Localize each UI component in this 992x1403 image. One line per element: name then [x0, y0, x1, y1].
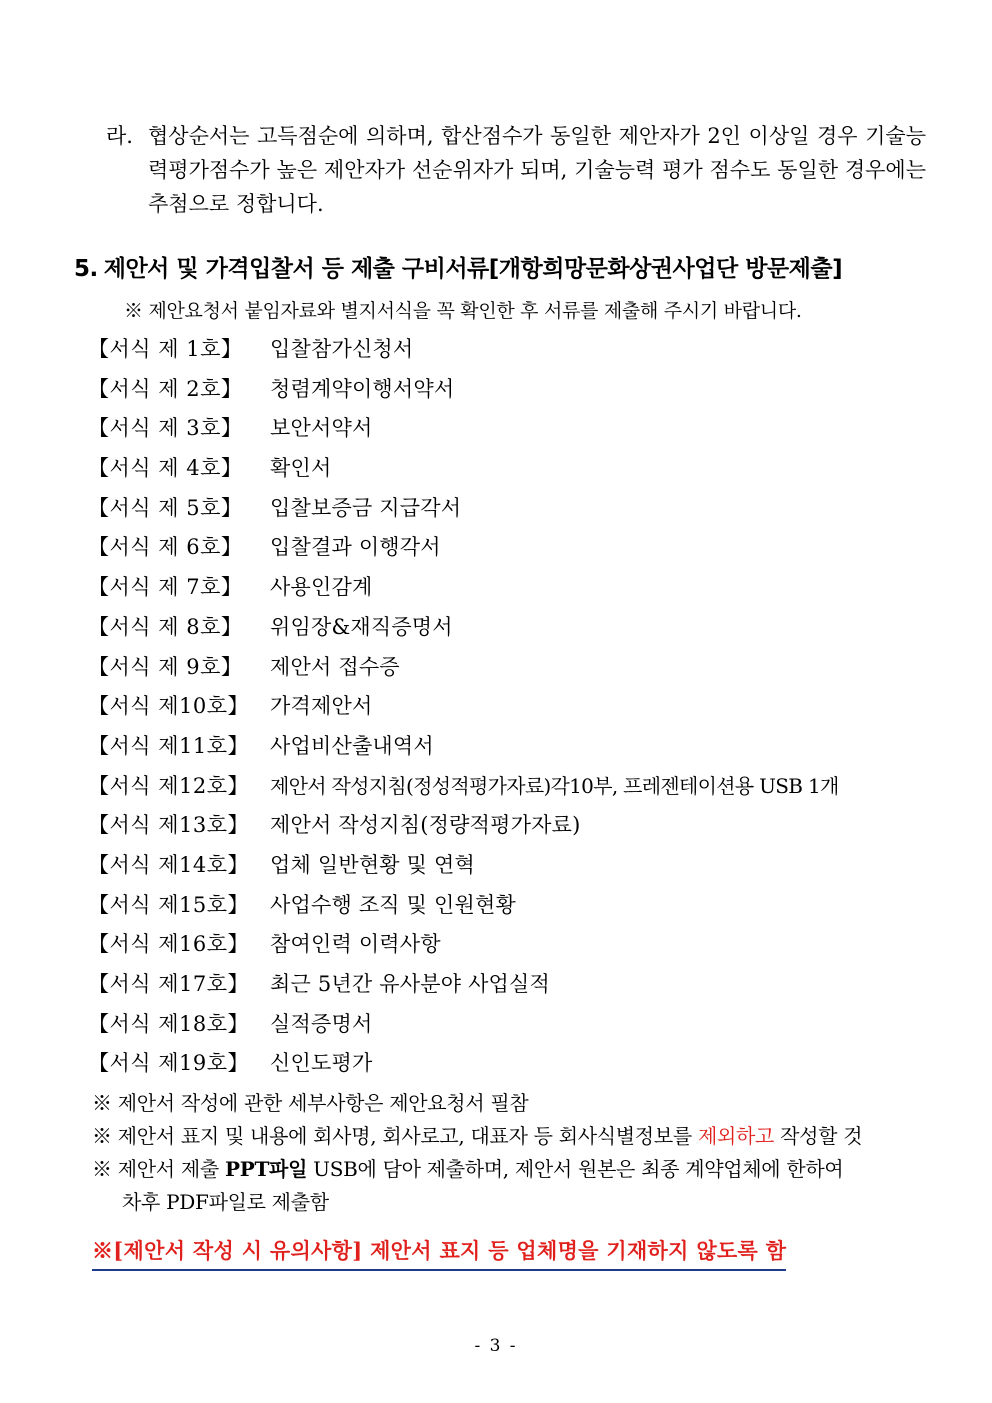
form-title: 제안서 접수증 — [270, 654, 400, 679]
form-number: 【서식 제16호】 — [88, 932, 250, 957]
form-title: 제안서 작성지침(정성적평가자료)각10부, 프레젠테이션용 USB 1개 — [270, 773, 839, 798]
form-item — [88, 611, 938, 651]
form-title: 입찰결과 이행각서 — [270, 535, 441, 560]
note-text: ※ 제안서 제출 — [92, 1157, 225, 1181]
form-item — [88, 571, 938, 611]
form-number: 【서식 제 5호】 — [88, 495, 243, 520]
form-item — [88, 809, 938, 849]
form-number: 【서식 제 4호】 — [88, 456, 243, 481]
form-title: 가격제안서 — [270, 694, 373, 719]
note-highlight: 제외하고 — [697, 1124, 775, 1148]
form-item — [88, 492, 938, 532]
section-title: 제안서 및 가격입찰서 등 제출 구비서류[개항희망문화상권사업단 방문제출] — [103, 256, 843, 282]
form-title: 보안서약서 — [270, 416, 373, 441]
form-title: 참여인력 이력사항 — [270, 932, 441, 957]
form-title: 확인서 — [270, 456, 332, 481]
form-title: 사업수행 조직 및 인원현황 — [270, 892, 516, 917]
form-list — [88, 333, 938, 1087]
form-number: 【서식 제 9호】 — [88, 654, 243, 679]
form-number: 【서식 제 8호】 — [88, 614, 243, 639]
section-heading — [74, 252, 934, 286]
form-item — [88, 1008, 938, 1048]
paragraph-ra — [106, 119, 926, 221]
form-item — [88, 531, 938, 571]
form-title: 신인도평가 — [270, 1051, 373, 1076]
form-title: 청렴계약이행서약서 — [270, 376, 455, 401]
form-number: 【서식 제 7호】 — [88, 575, 243, 600]
form-item — [88, 730, 938, 770]
note-continuation: 차후 PDF파일로 제출함 — [122, 1190, 329, 1214]
form-item — [88, 373, 938, 413]
form-item — [88, 889, 938, 929]
form-number: 【서식 제10호】 — [88, 694, 250, 719]
form-item — [88, 968, 938, 1008]
form-title: 업체 일반현황 및 연혁 — [270, 852, 475, 877]
form-number: 【서식 제15호】 — [88, 892, 250, 917]
form-item — [88, 1047, 938, 1087]
form-number: 【서식 제12호】 — [88, 773, 250, 798]
section-number: 5. — [74, 256, 98, 282]
form-item — [88, 452, 938, 492]
submission-notice: ※ 제안요청서 붙임자료와 별지서식을 꼭 확인한 후 서류를 제출해 주시기 바랍니다. — [124, 300, 802, 322]
form-number: 【서식 제 6호】 — [88, 535, 243, 560]
form-number: 【서식 제 2호】 — [88, 376, 243, 401]
note-text: USB에 담아 제출하며, 제안서 원본은 최종 계약업체에 한하여 — [307, 1157, 844, 1181]
form-number: 【서식 제14호】 — [88, 852, 250, 877]
form-title: 위임장&재직증명서 — [270, 614, 453, 639]
form-item — [88, 651, 938, 691]
form-title: 사용인감계 — [270, 575, 373, 600]
form-number: 【서식 제13호】 — [88, 813, 250, 838]
form-item — [88, 849, 938, 889]
note-text: ※ 제안서 표지 및 내용에 회사명, 회사로고, 대표자 등 회사식별정보를 — [92, 1124, 698, 1148]
paragraph-marker: 라. — [106, 124, 133, 148]
note-text: 작성할 것 — [774, 1124, 863, 1148]
note-detail-reference: ※ 제안서 작성에 관한 세부사항은 제안요청서 필참 — [92, 1091, 529, 1115]
form-item — [88, 690, 938, 730]
note-exclude-company-info — [92, 1120, 932, 1153]
form-title: 입찰보증금 지급각서 — [270, 495, 462, 520]
form-title: 제안서 작성지침(정량적평가자료) — [270, 813, 581, 838]
form-item — [88, 333, 938, 373]
form-number: 【서식 제17호】 — [88, 972, 250, 996]
form-title: 사업비산출내역서 — [270, 733, 434, 758]
page-number: - 3 - — [474, 1336, 518, 1356]
form-number: 【서식 제11호】 — [88, 733, 250, 758]
form-title: 최근 5년간 유사분야 사업실적 — [270, 972, 551, 996]
form-number: 【서식 제 3호】 — [88, 416, 243, 441]
paragraph-text: 협상순서는 고득점순에 의하며, 합산점수가 동일한 제안자가 2인 이상일 경우 기술능력평가점수가 높은 제안자가 선순위자가 되며, 기술능력 평가 점수도 동일한 경우에는 추첨으로 정합니다. — [148, 124, 926, 216]
form-number: 【서식 제19호】 — [88, 1051, 250, 1076]
note-ppt-submission — [92, 1153, 932, 1219]
warning-notice: ※[제안서 작성 시 유의사항] 제안서 표지 등 업체명을 기재하지 않도록 함 — [92, 1234, 786, 1271]
notes-block — [92, 1087, 932, 1219]
form-item — [88, 412, 938, 452]
form-number: 【서식 제 1호】 — [88, 337, 243, 361]
form-item — [88, 770, 938, 810]
form-title: 실적증명서 — [270, 1011, 373, 1036]
form-title: 입찰참가신청서 — [270, 337, 414, 361]
form-number: 【서식 제18호】 — [88, 1011, 250, 1036]
note-emphasis: PPT파일 — [224, 1157, 308, 1181]
form-item — [88, 928, 938, 968]
